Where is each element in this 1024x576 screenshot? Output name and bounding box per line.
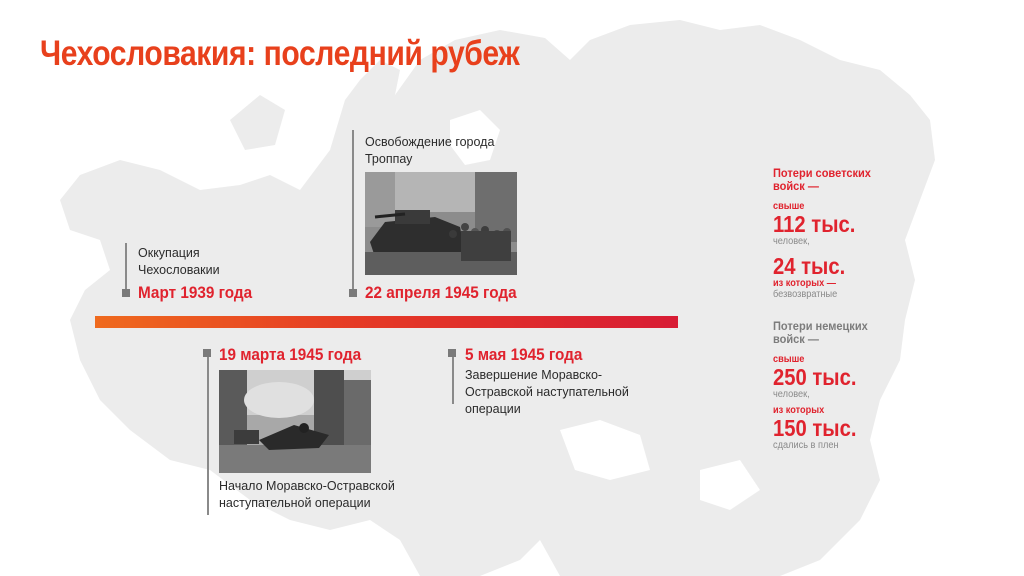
timeline-bar (95, 316, 678, 328)
soviet-note-b: безвозвратные (773, 289, 838, 300)
event-marker (448, 349, 456, 357)
page-title: Чехословакия: последний рубеж (40, 34, 520, 73)
event-caption: Начало Моравско-Остравской наступательной операции (219, 479, 395, 510)
soviet-losses-heading: Потери советских войск — (773, 166, 871, 193)
german-note-b: сдались в плен (773, 440, 839, 451)
german-losses-heading: Потери немецких войск — (773, 319, 868, 346)
german-note-a: из которых (773, 405, 825, 416)
event-date: Март 1939 года (138, 283, 253, 302)
event-connector-line (207, 349, 209, 515)
soviet-irrecoverable-value: 24 тыс. (773, 253, 846, 279)
event-marker (122, 289, 130, 297)
event-marker (203, 349, 211, 357)
event-marker (349, 289, 357, 297)
event-connector-line (352, 130, 354, 293)
soviet-note-a: из которых — (773, 278, 837, 289)
soviet-unit: человек, (773, 236, 810, 247)
german-unit: человек, (773, 389, 810, 400)
battle-scene-photo (219, 370, 371, 473)
event-date: 22 апреля 1945 года (365, 283, 517, 302)
event-caption: Оккупация Чехословакии (138, 246, 220, 277)
event-caption: Освобождение города Троппау (365, 135, 495, 166)
tanks-in-troppau-photo (365, 172, 517, 275)
german-total-value: 250 тыс. (773, 364, 857, 390)
soviet-total-value: 112 тыс. (773, 211, 856, 237)
losses-stats (773, 167, 903, 451)
german-surrendered-value: 150 тыс. (773, 415, 857, 441)
event-connector-line (125, 243, 127, 293)
event-connector-line (452, 349, 454, 404)
soviet-prefix: свыше (773, 201, 805, 212)
german-prefix: свыше (773, 354, 805, 365)
event-date: 5 мая 1945 года (465, 345, 583, 364)
event-caption: Завершение Моравско-Остравской наступательной операции (465, 368, 629, 416)
event-date: 19 марта 1945 года (219, 345, 362, 364)
